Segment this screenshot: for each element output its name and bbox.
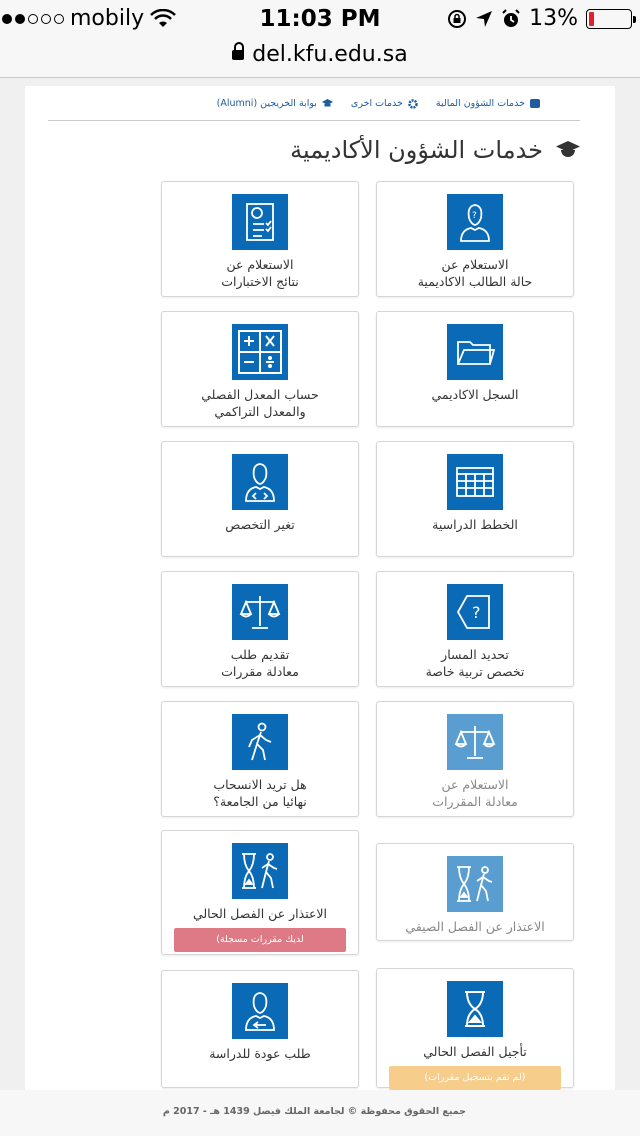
service-card[interactable] — [161, 701, 359, 817]
service-card-label-line2: معادلة مقررات — [221, 664, 299, 679]
calculator-icon — [232, 324, 288, 380]
scale-icon — [447, 714, 503, 770]
service-card-label-line1: تغير التخصص — [225, 517, 295, 532]
top-nav — [217, 98, 540, 109]
status-bar — [0, 0, 640, 40]
service-card[interactable] — [376, 311, 574, 427]
clock: 11:03 PM — [259, 6, 381, 32]
service-card[interactable] — [161, 571, 359, 687]
graduation-cap-icon — [555, 140, 581, 160]
url-text: del.kfu.edu.sa — [252, 42, 408, 67]
address-bar[interactable] — [0, 40, 640, 78]
status-badge: (لم تقم بتسجيل مقررات) — [389, 1066, 561, 1090]
service-card-label-line1: الاستعلام عن — [441, 777, 509, 792]
service-card-label-line2: معادلة المقررات — [432, 794, 518, 809]
service-card-label — [162, 1045, 358, 1062]
location-icon — [475, 10, 493, 28]
service-card-label — [377, 776, 573, 810]
service-card-label-line1: الاستعلام عن — [441, 257, 509, 272]
service-card-label-line1: الاعتذار عن الفصل الصيفي — [405, 919, 545, 934]
money-icon — [530, 99, 540, 108]
graduation-cap-icon — [322, 99, 333, 108]
service-card[interactable] — [376, 701, 574, 817]
service-card-label-line1: الاستعلام عن — [226, 257, 294, 272]
service-card[interactable] — [161, 830, 359, 955]
service-card-label-line2: نهائيا من الجامعة؟ — [213, 794, 307, 809]
service-card-label-line1: هل تريد الانسحاب — [213, 777, 307, 792]
battery-percentage: 13% — [529, 6, 578, 31]
service-card-label-line1: تأجيل الفصل الحالي — [423, 1044, 527, 1059]
rotation-lock-icon — [447, 9, 467, 29]
service-card-label-line1: الاعتذار عن الفصل الحالي — [192, 906, 328, 921]
service-card[interactable] — [376, 843, 574, 941]
service-card-label — [377, 386, 573, 403]
service-card-label-line1: تحديد المسار — [441, 647, 509, 662]
service-card-label — [162, 386, 358, 420]
service-card-label-line2: نتائج الاختبارات — [221, 274, 299, 289]
return-study-icon — [232, 983, 288, 1039]
walking-person-icon — [232, 714, 288, 770]
service-card-label — [162, 256, 358, 290]
service-card-label — [377, 516, 573, 533]
service-card-label-line2: تخصص تربية خاصة — [425, 664, 525, 679]
status-badge: لديك مقررات مسجلة) — [174, 928, 346, 952]
svg-text:?: ? — [472, 211, 477, 221]
service-card-label — [377, 646, 573, 680]
service-card[interactable] — [161, 441, 359, 557]
battery-icon — [586, 9, 632, 29]
service-card[interactable] — [376, 571, 574, 687]
service-card-label — [162, 516, 358, 533]
carrier-name: mobily — [70, 6, 145, 31]
service-card[interactable] — [161, 970, 359, 1088]
service-card-label-line1: تقديم طلب — [230, 647, 290, 662]
svg-text:?: ? — [472, 603, 481, 622]
service-card[interactable] — [376, 968, 574, 1088]
student-question-icon — [447, 194, 503, 250]
service-card-label — [377, 918, 573, 935]
service-card-label — [162, 776, 358, 810]
service-card-label-line1: حساب المعدل الفصلي — [201, 387, 319, 402]
service-card-label-line2: والمعدل التراكمي — [214, 404, 306, 419]
service-card-label — [377, 1043, 573, 1060]
gear-icon — [408, 99, 418, 109]
service-card-label — [162, 905, 358, 922]
nav-financial-services[interactable]: خدمات الشؤون المالية — [436, 98, 540, 109]
service-card-label-line2: حالة الطالب الاكاديمية — [417, 274, 533, 289]
folder-icon — [447, 324, 503, 380]
service-card-label — [377, 256, 573, 290]
service-card[interactable] — [376, 441, 574, 557]
page-title: خدمات الشؤون الأكاديمية — [290, 136, 581, 164]
service-card-label — [162, 646, 358, 680]
service-card[interactable] — [161, 181, 359, 297]
divider — [48, 120, 580, 121]
service-card-label-line1: السجل الاكاديمي — [431, 387, 519, 402]
path-icon — [447, 584, 503, 640]
service-card[interactable] — [161, 311, 359, 427]
table-icon — [447, 454, 503, 510]
nav-alumni-portal[interactable]: بوابة الخريجين (Alumni) — [217, 98, 333, 109]
service-card-label-line1: طلب عودة للدراسة — [209, 1046, 311, 1061]
hourglass-person-icon — [447, 856, 503, 912]
hourglass-person-icon — [232, 843, 288, 899]
service-card[interactable] — [376, 181, 574, 297]
nav-other-services[interactable]: خدمات اخرى — [351, 98, 418, 109]
service-card-label-line1: الخطط الدراسية — [432, 517, 518, 532]
test-results-icon — [232, 194, 288, 250]
copyright-text: جميع الحقوق محفوظة © لجامعة الملك فيصل 1439 هـ - 2017 م — [162, 1106, 466, 1117]
change-major-icon — [232, 454, 288, 510]
scale-icon — [232, 584, 288, 640]
footer — [0, 1090, 640, 1136]
alarm-icon — [501, 9, 521, 29]
lock-icon — [232, 48, 244, 62]
hourglass-icon — [447, 981, 503, 1037]
